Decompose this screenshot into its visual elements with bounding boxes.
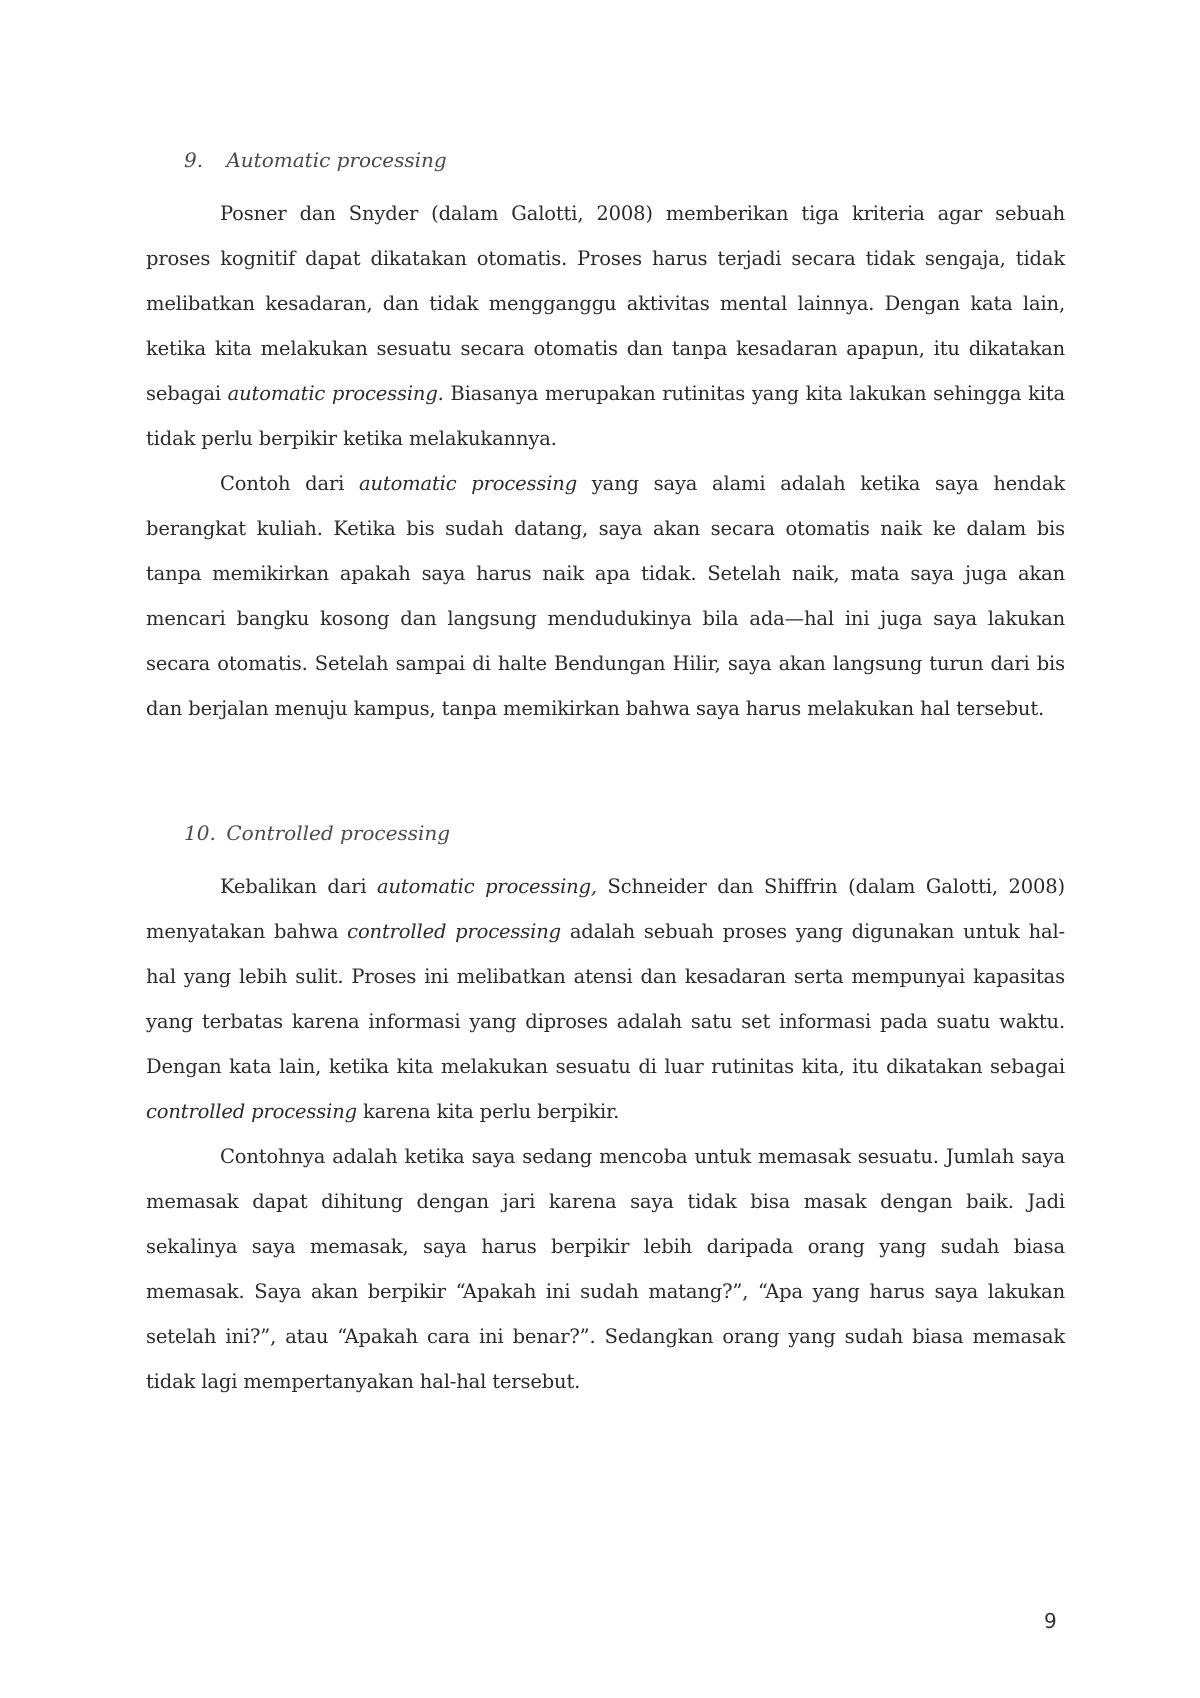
text-run: . Biasanya merupakan rutinitas yang kita lakukan sehingga kita tidak perlu berpikir ketika melakukannya. — [146, 382, 1066, 450]
section-10-paragraph-1 — [146, 864, 1065, 1134]
italic-term: automatic processing — [227, 382, 438, 405]
section-10-number: 10. — [184, 821, 216, 845]
text-run: Kebalikan dari — [220, 875, 378, 898]
section-10-paragraph-2: Contohnya adalah ketika saya sedang mencoba untuk memasak sesuatu. Jumlah saya memasak dapat dihitung dengan jari karena saya tidak bisa masak dengan baik. Jadi sekalinya saya memasak, saya harus berpikir lebih daripada orang yang sudah biasa memasak. Saya akan berpikir “Apakah ini sudah matang?”, “Apa yang harus saya lakukan setelah ini?”, atau “Apakah cara ini benar?”. Sedangkan orang yang sudah biasa memasak tidak lagi mempertanyakan hal-hal tersebut. — [146, 1145, 1065, 1393]
text-run: yang saya alami adalah ketika saya hendak berangkat kuliah. Ketika bis sudah datang, saya akan secara otomatis naik ke dalam bis tanpa memikirkan apakah saya harus naik apa tidak. Setelah naik, mata saya juga akan mencari bangku kosong dan langsung mendudukinya bila ada—hal ini juga saya lakukan secara otomatis. Setelah sampai di halte Bendungan Hilir, saya akan langsung turun dari bis dan berjalan menuju kampus, tanpa memikirkan bahwa saya harus melakukan hal tersebut. — [146, 472, 1065, 720]
section-9-paragraph-2 — [146, 461, 1065, 731]
section-9-heading — [184, 146, 447, 174]
text-run: Contoh dari — [220, 472, 359, 495]
italic-term: controlled processing — [347, 920, 561, 943]
text-run: Posner dan Snyder (dalam Galotti, 2008) memberikan tiga kriteria agar sebuah proses kognitif dapat dikatakan otomatis. Proses harus terjadi secara tidak sengaja, tidak melibatkan kesadaran, dan tidak mengganggu aktivitas mental lainnya. Dengan kata lain, ketika kita melakukan sesuatu secara otomatis dan tanpa kesadaran apapun, itu dikatakan sebagai — [146, 202, 1065, 405]
section-10-heading — [184, 819, 450, 847]
section-9-number: 9. — [184, 148, 204, 172]
page-number: 9 — [1044, 1609, 1057, 1633]
text-run: adalah sebuah proses yang digunakan untuk hal-hal yang lebih sulit. Proses ini melibatkan atensi dan kesadaran serta mempunyai kapasitas yang terbatas karena informasi yang diproses adalah satu set informasi pada suatu waktu. Dengan kata lain, ketika kita melakukan sesuatu di luar rutinitas kita, itu dikatakan sebagai — [146, 920, 1065, 1078]
text-run: karena kita perlu berpikir. — [356, 1100, 620, 1123]
section-10-body — [146, 864, 1065, 1404]
section-9-paragraph-1 — [146, 191, 1065, 461]
section-10-title: Controlled processing — [226, 821, 451, 845]
italic-term: controlled processing — [146, 1100, 357, 1123]
section-9-body — [146, 191, 1065, 731]
section-9-title: Automatic processing — [226, 148, 447, 172]
italic-term: automatic processing — [359, 472, 578, 495]
italic-term: automatic processing, — [377, 875, 597, 898]
text-run: Schneider dan Shiffrin (dalam Galotti, 2008) menyatakan bahwa — [146, 875, 1065, 943]
